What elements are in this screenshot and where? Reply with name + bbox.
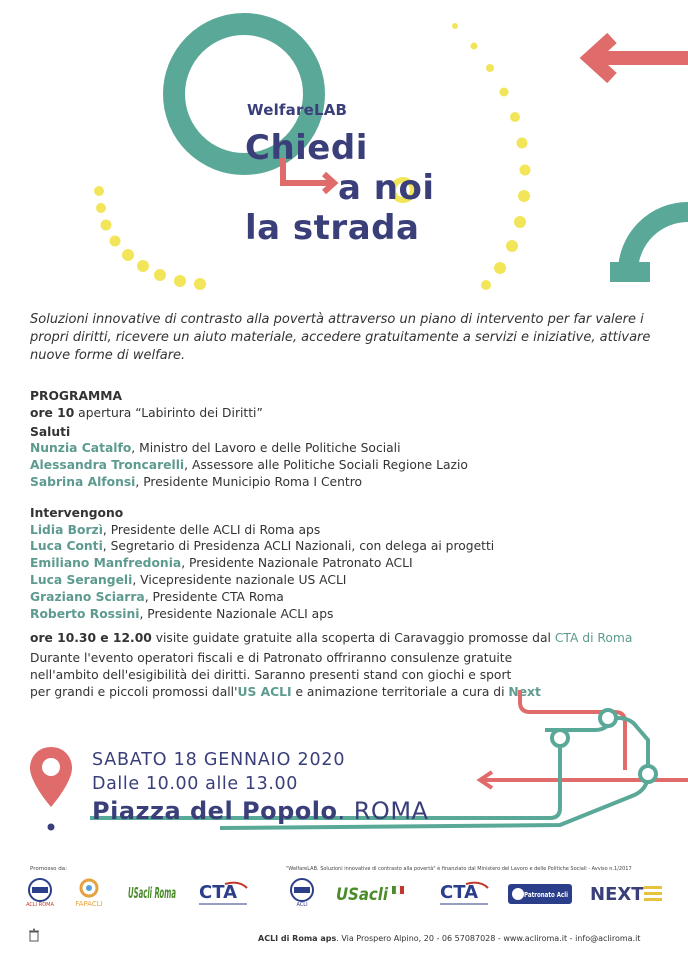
speaker-name: Luca Serangeli [30, 572, 133, 587]
programma-heading: PROGRAMMA [30, 389, 123, 403]
list-item [30, 606, 680, 623]
contact-details: . Via Prospero Alpino, 20 - 06 57087028 - www.acliroma.it - info@acliroma.it [336, 934, 641, 943]
speaker-role: , Presidente Nazionale Patronato ACLI [181, 556, 413, 571]
contact-line [258, 934, 640, 943]
station-circle-1 [600, 710, 616, 726]
patronato-acli-logo [508, 884, 572, 904]
intro-text: Soluzioni innovative di contrasto alla povertà attraverso un piano di intervento per far valere i propri diritti, ricevere un aiuto materiale, accedere gratuitamente a servizi e iniziative, attivare nuove forme di welfare. [30, 312, 651, 363]
visits-time: ore 10.30 e 12.00 [30, 631, 152, 646]
visits-org: CTA di Roma [554, 631, 633, 646]
cta-logo-2 [438, 878, 490, 908]
station-circle-2 [552, 730, 568, 746]
event-hours: Dalle 10.00 alle 13.00 [92, 774, 298, 794]
funding-notice: "WelfareLAB. Soluzioni innovative di contrasto alla povertà" è finanziato dal Ministero del Lavoro e delle Politiche Sociali - Avviso n.1/2017 [286, 866, 632, 872]
promoted-by-label: Promosso da: [30, 866, 68, 872]
speaker-name: Alessandra Troncarelli [30, 458, 185, 473]
speaker-role: , Segretario di Presidenza ACLI Nazionali, con delega ai progetti [102, 539, 495, 554]
speaker-name: Lidia Borzì [30, 522, 103, 537]
fapacli-text: FAPACLI [75, 900, 103, 908]
event-date: SABATO 18 GENNAIO 2020 [92, 750, 346, 770]
event-line-3d: Next [508, 684, 541, 699]
list-item [30, 538, 680, 555]
programma-section [30, 388, 680, 701]
fapacli-logo [70, 878, 108, 910]
list-item [30, 572, 680, 589]
acli-roma-text: ACLI ROMA [26, 902, 54, 908]
next-text: NEXT [590, 884, 644, 905]
speaker-role: , Presidente Municipio Roma I Centro [135, 474, 363, 489]
usacli-logo [334, 878, 406, 910]
metro-lines-decoration [0, 690, 688, 850]
speaker-name: Nunzia Catalfo [30, 441, 132, 456]
speaker-name: Luca Conti [30, 539, 103, 554]
cta-text-2: CTA [440, 882, 479, 903]
speaker-role: , Presidente Nazionale ACLI aps [139, 606, 334, 621]
waste-bin-icon [28, 928, 40, 942]
event-line-3b: US ACLI [237, 684, 292, 699]
speaker-name: Sabrina Alfonsi [30, 474, 136, 489]
cta-text: CTA [199, 882, 238, 903]
yellow-dots-left [94, 186, 206, 290]
event-line-2: nell'ambito dell'esigibilità dei diritti. Saranno presenti stand con giochi e sport [30, 667, 512, 682]
event-line-3a: per grandi e piccoli promossi dall' [30, 684, 238, 699]
place-city: . ROMA [337, 797, 429, 825]
list-item [30, 457, 680, 474]
location-pin-icon [28, 745, 74, 835]
title-line-2: a noi [338, 168, 435, 208]
acli-roma-logo [26, 878, 54, 908]
event-place [92, 797, 428, 825]
place-name: Piazza del Popolo [92, 797, 338, 825]
list-item [30, 474, 680, 491]
cta-logo [195, 878, 251, 908]
visits-text: visite guidate gratuite alla scoperta di Caravaggio promosse dal [151, 631, 555, 646]
speaker-name: Emiliano Manfredonia [30, 556, 182, 571]
title-line-1: Chiedi [245, 128, 368, 168]
speaker-role: , Presidente CTA Roma [144, 589, 284, 604]
usacli-text: USacli [336, 885, 390, 905]
acli-text: ACLI [296, 902, 308, 908]
speaker-role: , Vicepresidente nazionale US ACLI [132, 572, 347, 587]
list-item [30, 440, 680, 457]
station-circle-3 [640, 766, 656, 782]
opening-text: apertura “Labirinto dei Diritti” [74, 405, 263, 420]
usacli-roma-text: USacli Roma [128, 884, 176, 902]
speaker-role: , Presidente delle ACLI di Roma aps [102, 522, 321, 537]
patronato-text: Patronato Acli [524, 891, 568, 899]
event-line-3c: e animazione territoriale a cura di [291, 684, 509, 699]
speaker-role: , Assessore alle Politiche Sociali Regione Lazio [184, 458, 468, 473]
acli-logo [288, 878, 316, 908]
yellow-dots-right [452, 23, 531, 290]
intervengono-heading: Intervengono [30, 505, 124, 520]
usacli-roma-logo [126, 878, 178, 910]
opening-time: ore 10 [30, 405, 75, 420]
event-line-1: Durante l'evento operatori fiscali e di Patronato offriranno consulenze gratuite [30, 651, 513, 666]
speaker-role: , Ministro del Lavoro e delle Politiche Sociali [131, 441, 401, 456]
next-logo [588, 880, 664, 908]
speaker-name: Roberto Rossini [30, 606, 140, 621]
saluti-heading: Saluti [30, 424, 71, 439]
list-item [30, 555, 680, 572]
list-item [30, 522, 680, 539]
list-item [30, 589, 680, 606]
speaker-name: Graziano Sciarra [30, 589, 145, 604]
title-line-3: la strada [245, 208, 420, 248]
brand-name: WelfareLAB [247, 101, 348, 119]
contact-org: ACLI di Roma aps [258, 934, 337, 943]
